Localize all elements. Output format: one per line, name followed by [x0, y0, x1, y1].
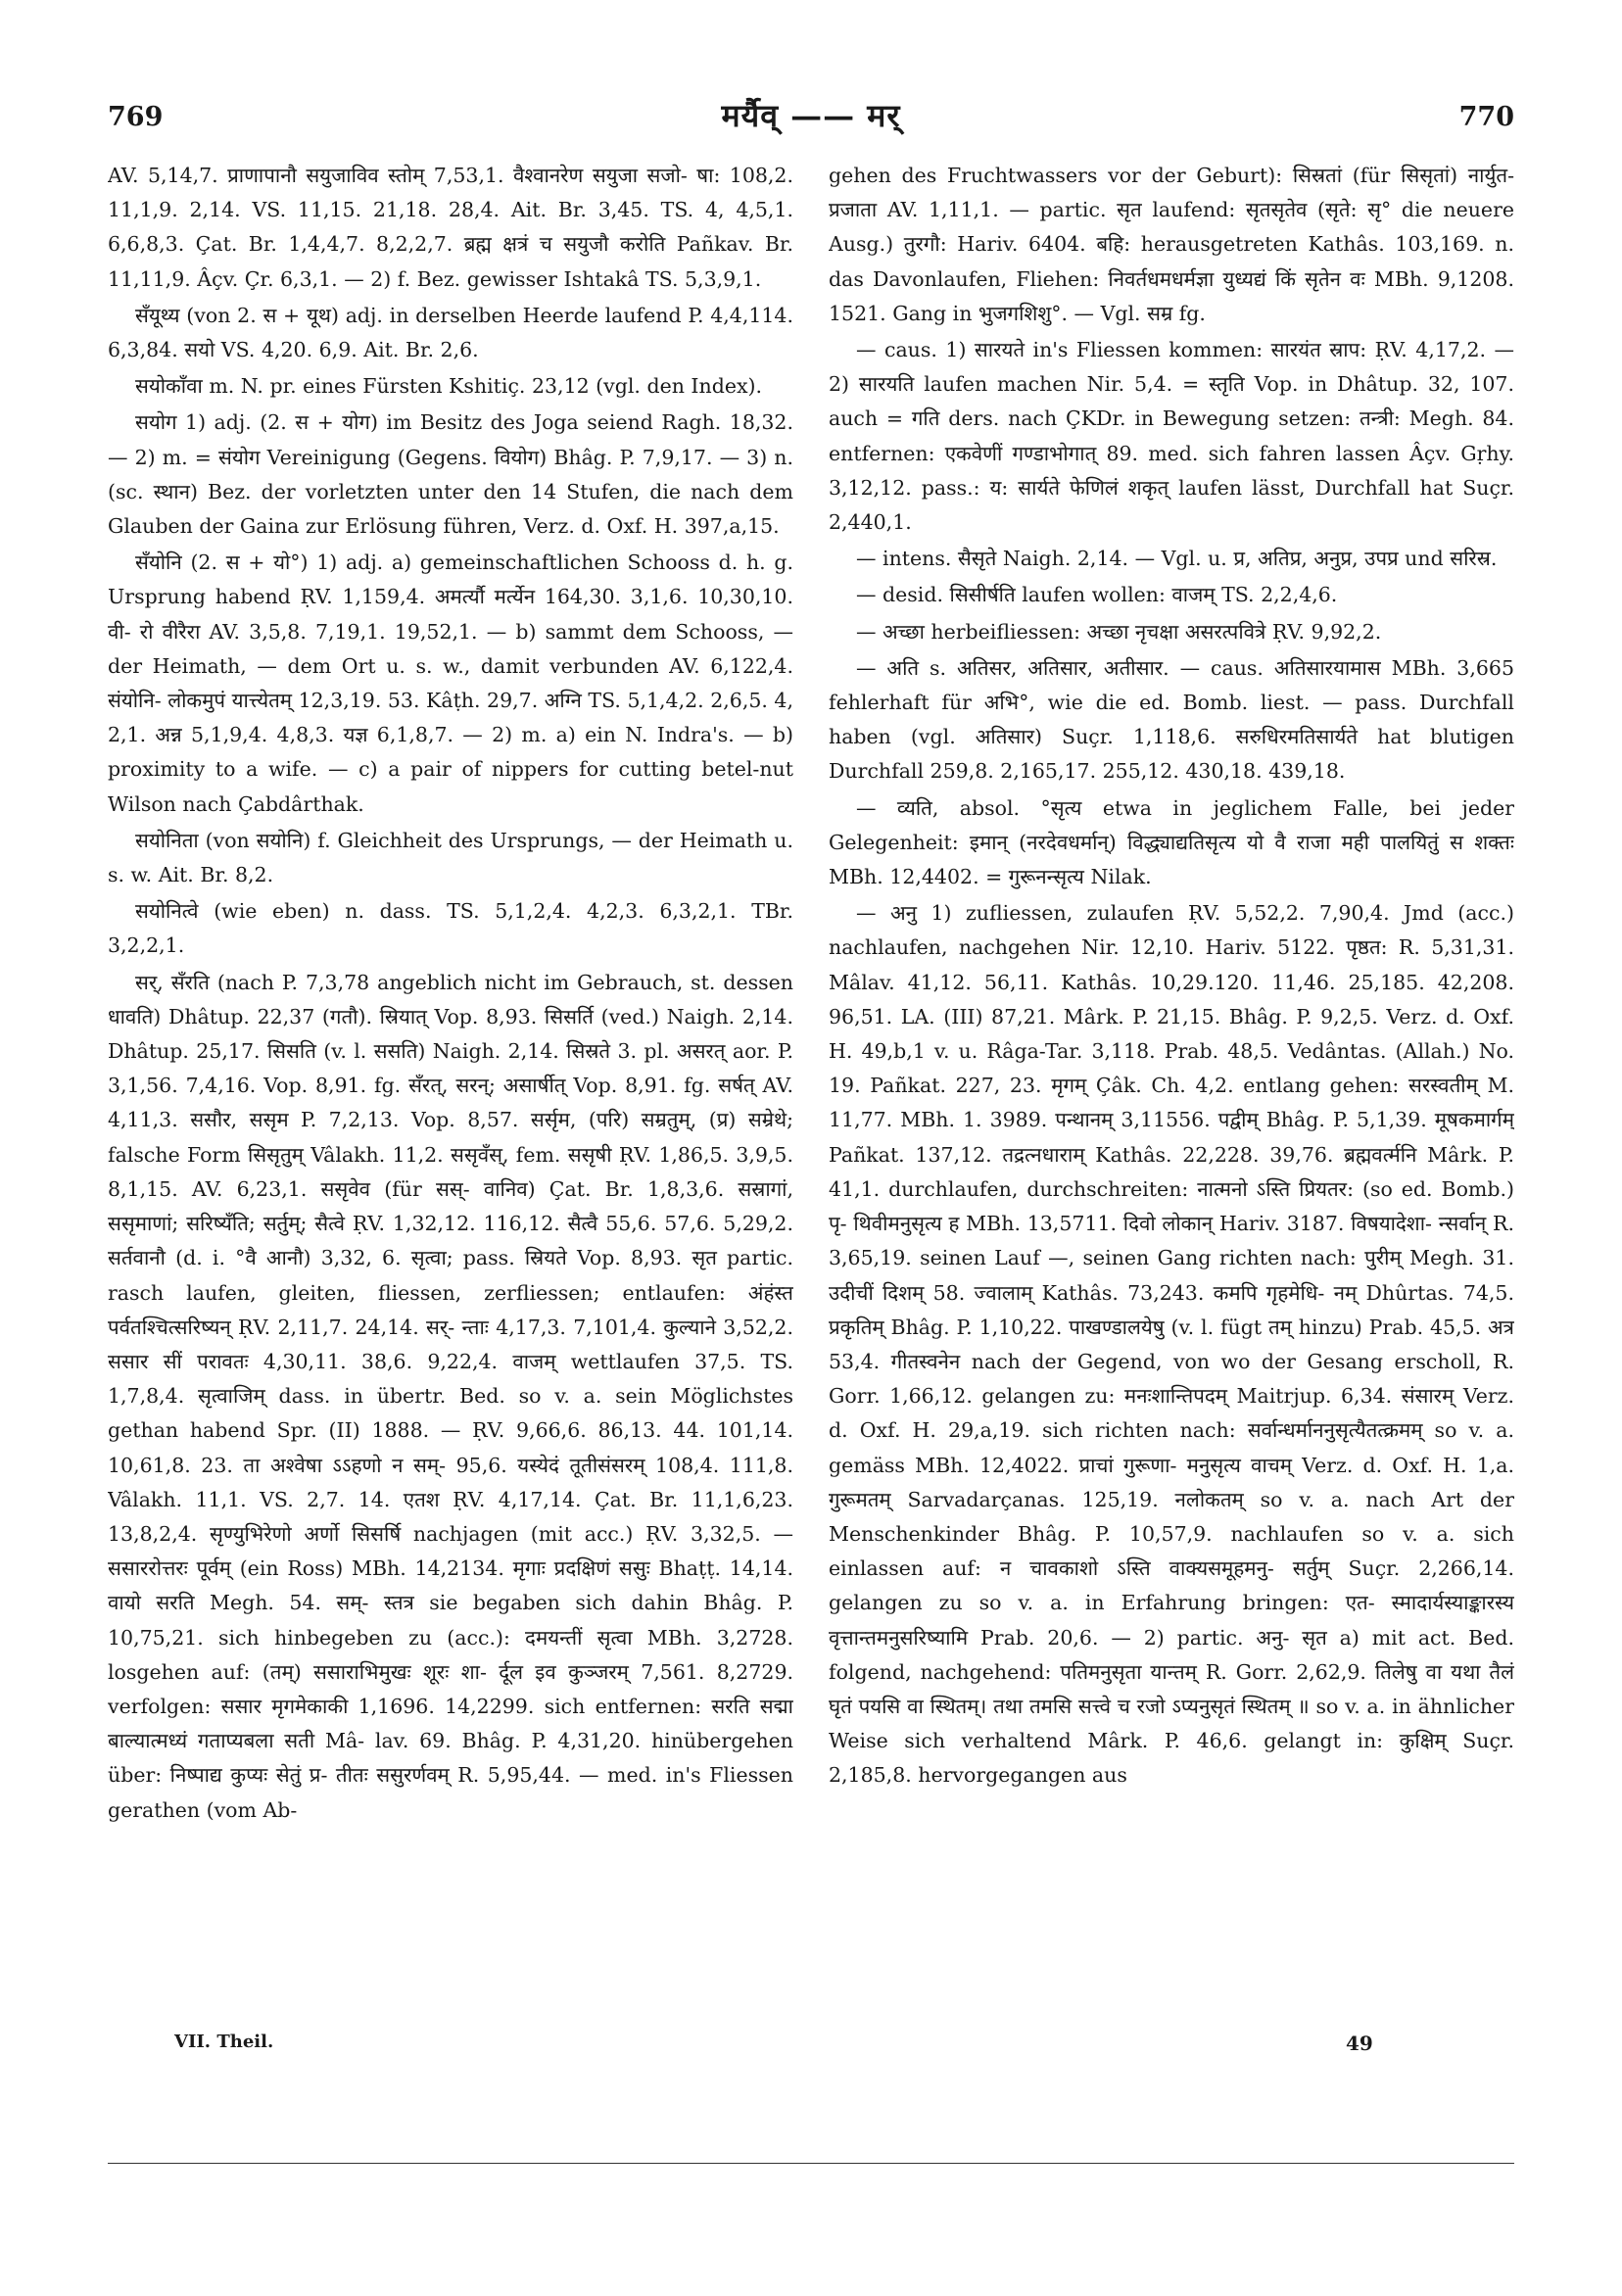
entry-paragraph: gehen des Fruchtwassers vor der Geburt): सिस्रतां (für सिसृतां) नार्युत- प्रजाता AV. 1,11,1. — partic. सृत laufend: सृतसृतेव (सृते: सृ° die neuere Ausg.) तुरगौ: Hariv. 6404. बहि: herausgetreten Kathâs. 103,169. n. das Davonlaufen, Fliehen: निवर्तधमधर्मज्ञा युध्यद्यं किं सृतेन वः MBh. 9,1208. 1521. Gang in भुजगशिशु°. — Vgl. सम्र fg.: [829, 164, 1514, 325]
entry-paragraph: — अनु 1) zufliessen, zulaufen ṚV. 5,52,2. 7,90,4. Jmd (acc.) nachlaufen, nachgehen Nir. 12,10. Hariv. 5122. पृष्ठत: R. 5,31,31. Mâlav. 41,12. 56,11. Kathâs. 10,29.120. 11,46. 25,185. 42,208. 96,51. LA. (III) 87,21. Mârk. P. 21,15. Bhâg. P. 9,2,5. Verz. d. Oxf. H. 49,b,1 v. u. Râga-Tar. 3,118. Prab. 48,5. Vedântas. (Allah.) No. 19. Pañkat. 227, 23. मृगम् Çâk. Ch. 4,2. entlang gehen: सरस्वतीम् M. 11,77. MBh. 1. 3989. पन्थानम् 3,11556. पद्वीम् Bhâg. P. 5,1,39. मूषकमार्गम् Pañkat. 137,12. तद्रत्नधाराम् Kathâs. 22,228. 39,76. ब्रह्मवर्त्मनि Mârk. P. 41,1. durchlaufen, durchschreiten: नात्मनो ऽस्ति प्रियतर: (so ed. Bomb.) पृ- थिवीमनुसृत्य ह MBh. 13,5711. दिवो लोकान् Hariv. 3187. विषयादेशा- न्सर्वान् R. 3,65,19. seinen Lauf —, seinen Gang richten nach: पुरीम् Megh. 31. उदीचीं दिशम् 58. ज्वालाम् Kathâs. 73,243. कमपि गृहमेधि- नम् Dhûrtas. 74,5. प्रकृतिम् Bhâg. P. 1,10,22. पाखण्डालयेषु (v. l. fügt तम् hinzu) Prab. 45,5. अत्र 53,4. गीतस्वनेन nach der Gegend, von wo der Gesang erscholl, R. Gorr. 1,66,12. gelangen zu: मनःशान्तिपदम् Maitrjup. 6,34. संसारम् Verz. d. Oxf. H. 29,a,19. sich richten nach: सर्वान्धर्माननुसृत्यैतत्क्रमम् so v. a. gemäss MBh. 12,4022. प्राचां गुरूणा- मनुसृत्य वाचम् Verz. d. Oxf. H. 1,a. गुरूमतम् Sarvadarçanas. 125,19. नलोकतम् so v. a. nach Art der Menschenkinder Bhâg. P. 10,57,9. nachlaufen so v. a. sich einlassen auf: न चावकाशो ऽस्ति वाक्यसमूहमनु- सर्तुम् Suçr. 2,266,14. gelangen zu so v. a. in Erfahrung bringen: एत- स्मादार्यस्याङ्कारस्य वृत्तान्तमनुसरिष्यामि Prab. 20,6. — 2) partic. अनु- सृत a) mit act. Bed. folgend, nachgehend: पतिमनुसृता यान्तम् R. Gorr. 2,62,9. तिलेषु वा यथा तैलं घृतं पयसि वा स्थितम्। तथा तमसि सत्त्वे च रजो ऽप्यनुसृतं स्थितम् ॥ so v. a. in ähnlicher Weise sich verhaltend Mârk. P. 46,6. gelangt in: कुक्षिम् Suçr. 2,185,8. hervorgegangen aus: [829, 901, 1514, 1788]
page-number-left: 769: [108, 102, 164, 132]
entry-paragraph: सँयोनि (2. स + यो°) 1) adj. a) gemeinschaftlichen Schooss d. h. g. Ursprung habend ṚV. 1,159,4. अमर्त्यौ मर्त्येन 164,30. 3,1,6. 10,30,10. वी- रो वीरैरा AV. 3,5,8. 7,19,1. 19,52,1. — b) sammt dem Schooss, — der Heimath, — dem Ort u. s. w., damit verbunden AV. 6,122,4. संयोनि- लोकमुपं यात्त्येतम् 12,3,19. 53. Kâṭh. 29,7. अग्नि TS. 5,1,4,2. 2,6,5. 4, 2,1. अन्न 5,1,9,4. 4,8,3. यज्ञ 6,1,8,7. — 2) m. a) ein N. Indra's. — b) proximity to a wife. — c) a pair of nippers for cutting betel-nut Wilson nach Çabdârthak.: [108, 550, 793, 816]
entry-paragraph: सर्, सँरति (nach P. 7,3,78 angeblich nicht im Gebrauch, st. dessen धावति) Dhâtup. 22,37 (गतौ). स्रियात् Vop. 8,93. सिसर्ति (ved.) Naigh. 2,14. Dhâtup. 25,17. सिसति (v. l. ससति) Naigh. 2,14. सिस्रते 3. pl. असरत् aor. P. 3,1,56. 7,4,16. Vop. 8,91. fg. सँरत्, सरन्; असार्षीत् Vop. 8,91. fg. सर्षत् AV. 4,11,3. ससौर, ससृम P. 7,2,13. Vop. 8,57. सर्सृम, (परि) सम्रतुम्, (प्र) सम्रेथे; falsche Form सिसृतुम् Vâlakh. 11,2. ससृवँस्, fem. ससृषी ṚV. 1,86,5. 3,9,5. 8,1,15. AV. 6,23,1. ससृवेव (für सस्- वानिव) Çat. Br. 1,8,3,6. सस्रागां, ससृमाणां; सरिष्यँति; सर्तुम्; सैत्वे ṚV. 1,32,12. 116,12. सैत्वै 55,6. 57,6. 5,29,2. सर्तवानौ (d. i. °वै आनौ) 3,32, 6. सृत्वा; pass. स्रियते Vop. 8,93. सृत partic. rasch laufen, gleiten, fliessen, zerfliessen; entlaufen: अंहंस्त पर्वतश्चित्सरिष्यन् ṚV. 2,11,7. 24,14. सर्- न्ताः 4,17,3. 7,101,4. कुल्याने 3,52,2. ससार सीं परावतः 4,30,11. 38,6. 9,22,4. वाजम् wettlaufen 37,5. TS. 1,7,8,4. सृत्वाजिम् dass. in übertr. Bed. so v. a. sein Möglichstes gethan habend Spr. (II) 1888. — ṚV. 9,66,6. 86,13. 44. 101,14. 10,61,8. 23. ता अश्वेषा ऽऽहणो न सम्- 95,6. यस्येदं तूतीसंसरम् 108,4. 111,8. Vâlakh. 11,1. VS. 2,7. 14. एतश ṚV. 4,17,14. Çat. Br. 11,1,6,23. 13,8,2,4. सृण्युभिरेणो अर्णो सिसर्षि nachjagen (mit acc.) ṚV. 3,32,5. — ससाररोत्तरः पूर्वम् (ein Ross) MBh. 14,2134. मृगाः प्रदक्षिणं ससुः Bhaṭṭ. 14,14. वायो सरति Megh. 54. सम्- स्तत्र sie begaben sich dahin Bhâg. P. 10,75,21. sich hinbegeben zu (acc.): दमयन्तीं सृत्वा MBh. 3,2728. losgehen auf: (तम्) ससाराभिमुखः शूरः शा- र्दूल इव कुञ्जरम् 7,561. 8,2729. verfolgen: ससार मृगमेकाकी 1,1696. 14,2299. sich entfernen: सरति सद्मा बाल्यात्मध्यं गताप्यबला सती Mâ- lav. 69. Bhâg. P. 4,31,20. hinübergehen über: निष्पाद्य कुप्यः सेतुं प्र- तीतः ससुरर्णवम् R. 5,95,44. — med. in's Fliessen gerathen (vom Ab-: [108, 970, 793, 1822]
scan-edge-rule: [108, 2163, 1514, 2164]
entry-paragraph: — caus. 1) सारयते in's Fliessen kommen: सारयंत स्राप: ṚV. 4,17,2. — 2) सारयति laufen machen Nir. 5,4. = स्तृति Vop. in Dhâtup. 32, 107. auch = गति ders. nach ÇKDr. in Bewegung setzen: तन्त्री: Megh. 84. entfernen: एकवेणीं गण्डाभोगात् 89. med. sich fahren lassen Âçv. Gṛhy. 3,12,12. pass.: य: सार्यते फेणिलं शकृत् laufen lässt, Durchfall hat Suçr. 2,440,1.: [829, 338, 1514, 535]
entry-paragraph: AV. 5,14,7. प्राणापानौ सयुजाविव स्तोम् 7,53,1. वैश्वानरेण सयुजा सजो- षा: 108,2. 11,1,9. 2,14. VS. 11,15. 21,18. 28,4. Ait. Br. 3,45. TS. 4, 4,5,1. 6,6,8,3. Çat. Br. 1,4,4,7. 8,2,2,7. ब्रह्म क्षत्रं च सयुजौ करोति Pañkav. Br. 11,11,9. Âçv. Çr. 6,3,1. — 2) f. Bez. gewisser Ishtakâ TS. 5,3,9,1.: [108, 164, 793, 291]
right-column: [829, 159, 1514, 2020]
entry-paragraph: सयोग 1) adj. (2. स + योग) im Besitz des Joga seiend Ragh. 18,32. — 2) m. = संयोग Vereinigung (Gegens. वियोग) Bhâg. P. 7,9,17. — 3) n. (sc. स्थान) Bez. der vorletzten unter den 14 Stufen, die nach dem Glauben der Gaina zur Erlösung führen, Verz. d. Oxf. H. 397,a,15.: [108, 410, 793, 539]
entry-paragraph: सयोनिता (von सयोनि) f. Gleichheit des Ursprungs, — der Heimath u. s. w. Ait. Br. 8,2.: [108, 828, 793, 887]
running-head: मर्यैव् —— मर्: [721, 97, 901, 134]
left-column: [108, 159, 793, 2020]
entry-paragraph: — व्यति, absol. °सृत्य etwa in jeglichem Falle, bei jeder Gelegenheit: इमान् (नरदेवधर्मान्) विद्ध्याद्यतिसृत्य यो वै राजा मही पालयितुं स शक्तः MBh. 12,4402. = गुरूनन्सृत्य Nilak.: [829, 795, 1514, 889]
entry-paragraph: सँयूथ्य (von 2. स + यूथ) adj. in derselben Heerde laufend P. 4,4,114. 6,3,84. सयो VS. 4,20. 6,9. Ait. Br. 2,6.: [108, 303, 793, 362]
page-number-right: 770: [1458, 102, 1514, 132]
page-header: [108, 94, 1514, 143]
entry-paragraph: सयोनित्वे (wie eben) n. dass. TS. 5,1,2,4. 4,2,3. 6,3,2,1. TBr. 3,2,2,1.: [108, 899, 793, 958]
entry-paragraph: — intens. सैसृते Naigh. 2,14. — Vgl. u. प्र, अतिप्र, अनुप्र, उपप्र und सरिस्र.: [856, 547, 1498, 571]
volume-part-label: VII. Theil.: [174, 2032, 274, 2052]
entry-paragraph: — अति s. अतिसर, अतिसार, अतीसार. — caus. अतिसारयामास MBh. 3,665 fehlerhaft für अभि°, wie die ed. Bomb. liest. — pass. Durchfall haben (vgl. अतिसार) Suçr. 1,118,6. सरुधिरमतिसार्यते hat blutigen Durchfall 259,8. 2,165,17. 255,12. 430,18. 439,18.: [829, 655, 1514, 784]
entry-paragraph: — desid. सिसीर्षति laufen wollen: वाजम् TS. 2,2,4,6.: [856, 583, 1338, 607]
entry-paragraph: — अच्छा herbeifliessen: अच्छा नृचक्षा असरत्पवित्रे ṚV. 9,92,2.: [856, 619, 1382, 644]
entry-paragraph: सयोकाँवा m. N. pr. eines Fürsten Kshitiç. 23,12 (vgl. den Index).: [135, 374, 763, 399]
signature-mark: 49: [1346, 2032, 1373, 2055]
